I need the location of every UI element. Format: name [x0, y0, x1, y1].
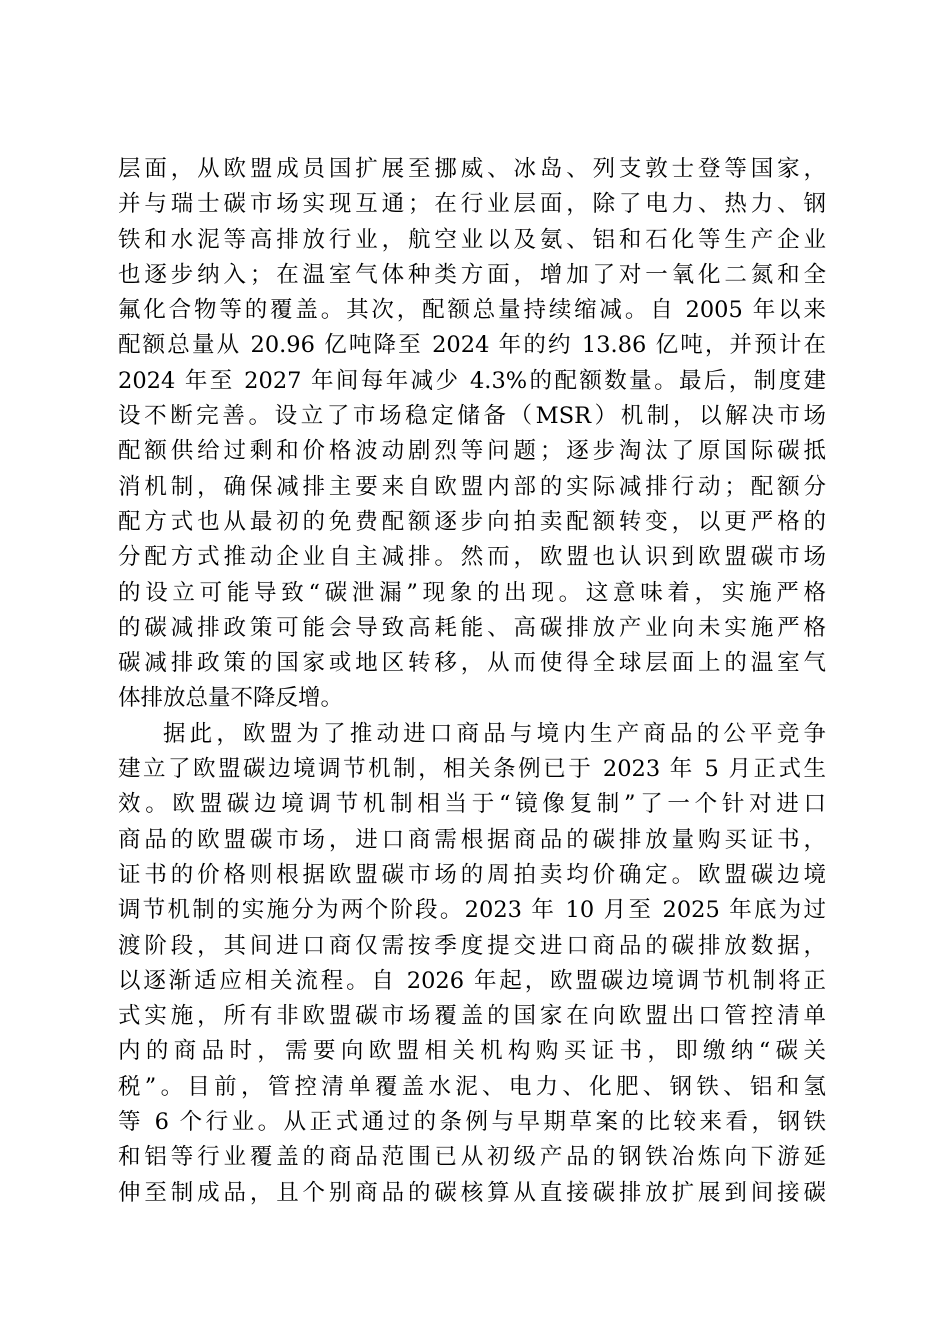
text-line: 配方式也从最初的免费配额逐步向拍卖配额转变，以更严格的 — [118, 508, 826, 535]
text-line: 调节机制的实施分为两个阶段。2023 年 10 月至 2025 年底为过 — [118, 897, 826, 924]
text-line: 也逐步纳入；在温室气体种类方面，增加了对一氧化二氮和全 — [118, 261, 826, 288]
text-line: 层面，从欧盟成员国扩展至挪威、冰岛、列支敦士登等国家， — [118, 156, 826, 182]
text-line: 体排放总量不降反增。 — [118, 685, 344, 712]
text-line: 等 6 个行业。从正式通过的条例与早期草案的比较来看，钢铁 — [118, 1109, 826, 1136]
body-text — [118, 152, 826, 1211]
text-line: 据此，欧盟为了推动进口商品与境内生产商品的公平竞争 — [163, 720, 826, 747]
text-line: 证书的价格则根据欧盟碳市场的周拍卖均价确定。欧盟碳边境 — [118, 861, 826, 888]
text-line: 分配方式推动企业自主减排。然而，欧盟也认识到欧盟碳市场 — [118, 544, 826, 571]
text-line: 以逐渐适应相关流程。自 2026 年起，欧盟碳边境调节机制将正 — [118, 967, 826, 994]
text-line: 式实施，所有非欧盟碳市场覆盖的国家在向欧盟出口管控清单 — [118, 1003, 826, 1030]
text-line: 碳减排政策的国家或地区转移，从而使得全球层面上的温室气 — [118, 650, 826, 677]
text-line: 效。欧盟碳边境调节机制相当于“镜像复制”了一个针对进口 — [118, 791, 826, 818]
text-line: 商品的欧盟碳市场，进口商需根据商品的碳排放量购买证书， — [118, 826, 826, 853]
text-line: 氟化合物等的覆盖。其次，配额总量持续缩减。自 2005 年以来 — [118, 297, 826, 324]
text-line: 建立了欧盟碳边境调节机制，相关条例已于 2023 年 5 月正式生 — [118, 756, 826, 783]
text-line: 内的商品时，需要向欧盟相关机构购买证书，即缴纳“碳关 — [118, 1038, 826, 1065]
text-line: 渡阶段，其间进口商仅需按季度提交进口商品的碳排放数据， — [118, 932, 826, 959]
text-line: 并与瑞士碳市场实现互通；在行业层面，除了电力、热力、钢 — [118, 191, 826, 218]
text-line: 消机制，确保减排主要来自欧盟内部的实际减排行动；配额分 — [118, 473, 826, 500]
text-line: 配额总量从 20.96 亿吨降至 2024 年的约 13.86 亿吨，并预计在 — [118, 332, 826, 359]
text-line: 税”。目前，管控清单覆盖水泥、电力、化肥、钢铁、铝和氢 — [118, 1073, 826, 1100]
text-line: 的碳减排政策可能会导致高耗能、高碳排放产业向未实施严格 — [118, 614, 826, 641]
text-line: 配额供给过剩和价格波动剧烈等问题；逐步淘汰了原国际碳抵 — [118, 438, 826, 465]
text-line: 2024 年至 2027 年间每年减少 4.3%的配额数量。最后，制度建 — [118, 367, 826, 394]
text-line: 的设立可能导致“碳泄漏”现象的出现。这意味着，实施严格 — [118, 579, 826, 606]
text-line: 和铝等行业覆盖的商品范围已从初级产品的钢铁冶炼向下游延 — [118, 1144, 826, 1171]
paragraph-1 — [118, 152, 826, 717]
paragraph-2 — [118, 717, 826, 1211]
text-line: 设不断完善。设立了市场稳定储备（MSR）机制，以解决市场 — [118, 403, 826, 430]
text-line: 铁和水泥等高排放行业，航空业以及氨、铝和石化等生产企业 — [118, 226, 826, 253]
text-line: 伸至制成品，且个别商品的碳核算从直接碳排放扩展到间接碳 — [118, 1179, 826, 1206]
